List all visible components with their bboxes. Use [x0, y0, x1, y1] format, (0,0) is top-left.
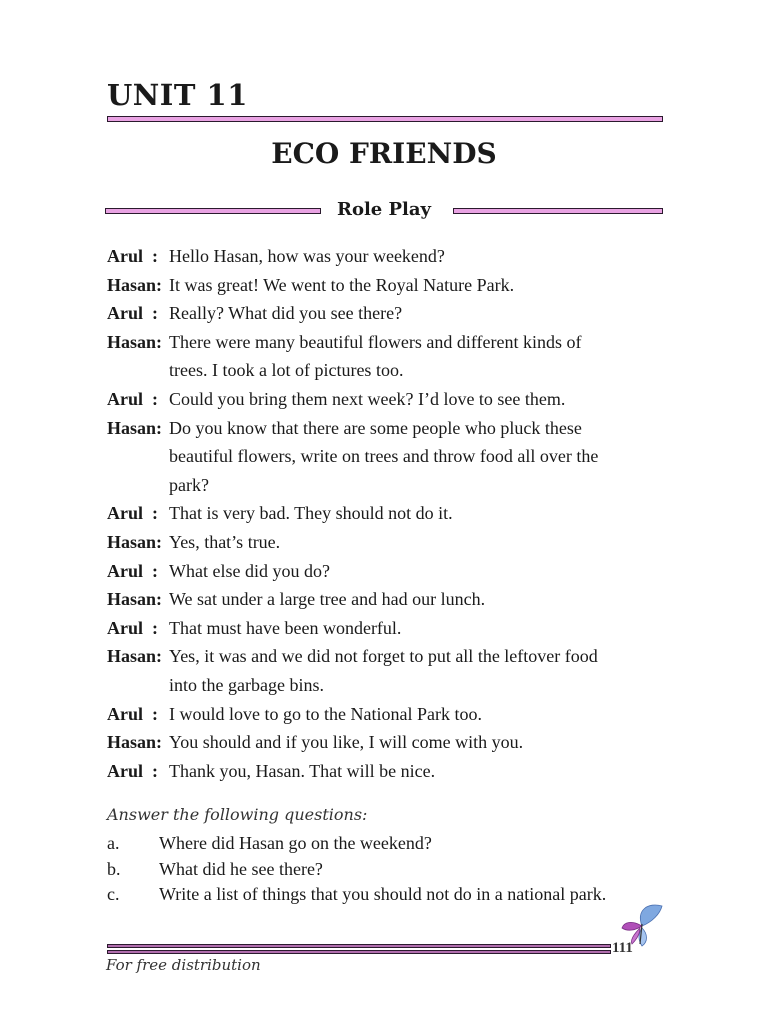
speech-text [169, 642, 677, 699]
speech-line: We sat under a large tree and had our lunch. [169, 589, 486, 610]
speech-text [169, 585, 677, 614]
speech-line: Really? What did you see there? [169, 303, 403, 324]
speech-line: There were many beautiful flowers and different kinds of [169, 331, 582, 352]
speech-text [169, 499, 677, 528]
speech-line: beautiful flowers, write on trees and throw food all over the [169, 446, 599, 467]
speaker-label: Arul [107, 760, 143, 781]
dialogue-line [107, 328, 677, 385]
speaker-name: Arul : [107, 760, 158, 781]
dialogue-line [107, 700, 677, 729]
speech-text [169, 728, 677, 757]
question-text: Where did Hasan go on the weekend? [159, 833, 432, 853]
header-divider [107, 116, 663, 122]
speech-line: Hello Hasan, how was your weekend? [169, 246, 445, 266]
speaker-label: Arul [107, 703, 143, 724]
speech-text [169, 414, 677, 500]
unit-title: UNIT 11 [107, 78, 248, 112]
speaker-label: Arul [107, 503, 143, 524]
dialogue-line [107, 642, 677, 699]
speech-line: Do you know that there are some people who pluck these [169, 417, 582, 438]
speaker-name: Arul : [107, 246, 158, 266]
speaker-name: Hasan: [107, 589, 163, 610]
speech-line: What else did you do? [169, 560, 330, 581]
questions-heading: Answer the following questions: [107, 805, 368, 824]
dialogue-line [107, 585, 677, 614]
dialogue-line [107, 728, 677, 757]
speech-line: into the garbage bins. [169, 674, 324, 695]
speech-line: Yes, that’s true. [169, 531, 281, 552]
speech-line: Could you bring them next week? I’d love to see them. [169, 388, 566, 409]
speech-line: That must have been wonderful. [169, 617, 402, 638]
dialogue-line [107, 414, 677, 500]
question-text: Write a list of things that you should not do in a national park. [159, 884, 607, 904]
speaker-name: Arul : [107, 703, 158, 724]
page-number: 111 [612, 940, 633, 956]
speech-text [169, 271, 677, 300]
question-letter: b. [107, 858, 121, 879]
speaker-name: Hasan: [107, 646, 163, 667]
speaker-label: Arul [107, 388, 143, 409]
speaker-label: Hasan [107, 417, 157, 438]
speaker-label: Arul [107, 617, 143, 638]
dialogue-line [107, 299, 677, 328]
question-text: What did he see there? [159, 858, 323, 879]
speech-line: I would love to go to the National Park too. [169, 703, 482, 724]
speaker-name: Arul : [107, 388, 158, 409]
dialogue-line [107, 757, 677, 786]
speaker-label: Arul [107, 246, 143, 266]
speech-text [169, 299, 677, 328]
questions-list [107, 831, 606, 908]
speech-line: That is very bad. They should not do it. [169, 503, 453, 524]
speech-text [169, 557, 677, 586]
question-letter: c. [107, 884, 120, 904]
speech-text [169, 528, 677, 557]
section-title: Role Play [336, 199, 432, 220]
dialogue-line [107, 614, 677, 643]
speech-line: It was great! We went to the Royal Nature Park. [169, 274, 515, 295]
dialogue-line [107, 528, 677, 557]
speech-line: Yes, it was and we did not forget to put all the leftover food [169, 646, 598, 667]
speaker-label: Hasan [107, 531, 157, 552]
speaker-name: Hasan: [107, 274, 163, 295]
speaker-name: Arul : [107, 503, 158, 524]
speech-text [169, 328, 677, 385]
footer-divider-bottom [107, 950, 611, 954]
dialogue-line [107, 557, 677, 586]
speaker-name: Hasan: [107, 331, 163, 352]
chapter-title: ECO FRIENDS [271, 137, 497, 170]
speech-text [169, 757, 677, 786]
speaker-name: Hasan: [107, 417, 163, 438]
footer-text: For free distribution [106, 956, 261, 974]
dialogue-line [107, 242, 677, 271]
speaker-name: Hasan: [107, 732, 163, 753]
dialogue-line [107, 385, 677, 414]
speech-text [169, 242, 677, 271]
dialogue [107, 242, 677, 785]
speaker-label: Arul [107, 303, 143, 324]
speaker-name: Arul : [107, 617, 158, 638]
speech-line: trees. I took a lot of pictures too. [169, 360, 404, 381]
speech-text [169, 385, 677, 414]
question-item [107, 882, 606, 908]
speaker-name: Hasan: [107, 531, 163, 552]
speaker-name: Arul : [107, 303, 158, 324]
speech-text [169, 614, 677, 643]
speech-line: Thank you, Hasan. That will be nice. [169, 760, 436, 781]
speaker-label: Hasan [107, 646, 157, 667]
speech-line: You should and if you like, I will come with you. [169, 732, 524, 753]
footer-divider-top [107, 944, 611, 948]
question-item [107, 831, 606, 857]
section-divider-right [453, 208, 663, 214]
speaker-label: Hasan [107, 589, 157, 610]
speaker-label: Arul [107, 560, 143, 581]
speech-line: park? [169, 474, 209, 495]
dialogue-line [107, 271, 677, 300]
dialogue-line [107, 499, 677, 528]
speaker-label: Hasan [107, 732, 157, 753]
speaker-name: Arul : [107, 560, 158, 581]
speaker-label: Hasan [107, 274, 157, 295]
speech-text [169, 700, 677, 729]
question-item [107, 857, 606, 883]
question-letter: a. [107, 833, 120, 853]
speaker-label: Hasan [107, 331, 157, 352]
